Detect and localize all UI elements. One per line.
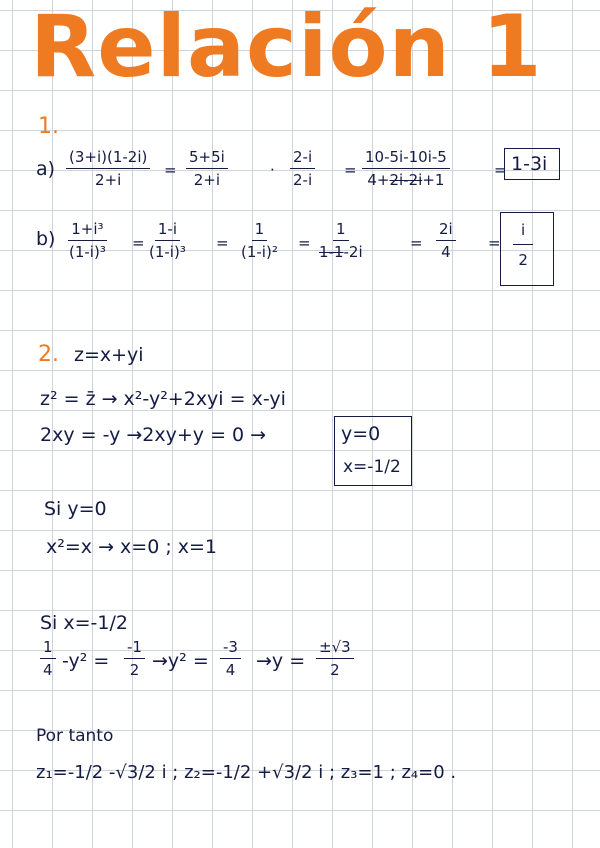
ex1a-result: 1-3i bbox=[511, 153, 548, 175]
ex1a-result-box bbox=[504, 148, 560, 180]
ex1a-f3-denominator: 2-i bbox=[293, 171, 313, 189]
ex1b-eq-2: = bbox=[216, 234, 229, 252]
ex2-step-fraction-3 bbox=[220, 640, 241, 678]
ex2-line-2: z² = z̄ → x²-y²+2xyi = x-yi bbox=[40, 388, 286, 410]
ex1b-result bbox=[513, 223, 533, 268]
ex2-case-x-half: Si x=-1/2 bbox=[40, 612, 128, 634]
ex1a-f1-denominator: 2+i bbox=[95, 171, 122, 189]
ex1a-fraction-3 bbox=[290, 150, 315, 188]
ex1b-f2-numerator: 1-i bbox=[155, 222, 180, 241]
ex1a-label: a) bbox=[36, 158, 56, 180]
ex1a-f4-denominator: 4+2i-2i+1 bbox=[367, 171, 445, 189]
ex2-step-f3-denominator: 4 bbox=[225, 661, 236, 679]
ex1b-fraction-2 bbox=[146, 222, 189, 260]
ex1a-f2-denominator: 2+i bbox=[193, 171, 221, 189]
ex2-step-f3-numerator: -3 bbox=[220, 640, 241, 659]
ex1b-eq-5: = bbox=[488, 234, 501, 252]
ex1a-f2-numerator: 5+5i bbox=[186, 150, 228, 169]
ex1b-fraction-4 bbox=[316, 222, 366, 260]
ex1b-f1-denominator: (1-i)³ bbox=[69, 243, 106, 261]
ex1b-f5-denominator: 4 bbox=[441, 243, 451, 261]
ex1a-f4-numerator: 10-5i-10i-5 bbox=[362, 150, 450, 169]
ex1b-result-denominator: 2 bbox=[518, 251, 528, 269]
ex2-step-arrow-y2: →y² = bbox=[152, 650, 209, 672]
ex1a-eq-2: = bbox=[344, 161, 357, 179]
ex1b-f4-numerator: 1 bbox=[333, 222, 349, 241]
ex2-step-f4-numerator: ±√3 bbox=[316, 640, 354, 659]
ex1b-f1-numerator: 1+i³ bbox=[68, 222, 106, 241]
ex2-step-f1-numerator: 1 bbox=[40, 640, 56, 659]
exercise-1-number: 1. bbox=[38, 114, 59, 139]
ex2-final-answer: z₁=-1/2 -√3/2 i ; z₂=-1/2 +√3/2 i ; z₃=1 ; z₄=0 . bbox=[36, 762, 457, 783]
ex2-x-equation: x²=x → x=0 ; x=1 bbox=[46, 536, 218, 558]
ex1b-fraction-1 bbox=[66, 222, 109, 260]
ex2-step-f2-numerator: -1 bbox=[124, 640, 145, 659]
ex2-step-minus-y2: -y² = bbox=[62, 650, 110, 672]
ex1a-f1-numerator: (3+i)(1-2i) bbox=[66, 150, 150, 169]
ex1b-fraction-5 bbox=[436, 222, 456, 260]
ex1b-label: b) bbox=[36, 228, 56, 250]
ex2-box-line-1: y=0 bbox=[341, 423, 381, 445]
ex1b-result-numerator: i bbox=[513, 223, 533, 245]
ex1b-fraction-3 bbox=[238, 222, 281, 260]
ex1a-eq-3: = bbox=[494, 161, 507, 179]
ex2-step-f4-denominator: 2 bbox=[330, 661, 340, 679]
ex2-step-f1-denominator: 4 bbox=[43, 661, 53, 679]
ex1b-result-box bbox=[500, 212, 554, 286]
ex2-solution-box bbox=[334, 416, 412, 486]
ex1b-f3-denominator: (1-i)² bbox=[241, 243, 278, 261]
ex2-por-tanto: Por tanto bbox=[36, 726, 114, 746]
ex2-box-line-2: x=-1/2 bbox=[343, 457, 401, 477]
ex1a-dot: · bbox=[270, 161, 275, 179]
exercise-2-number: 2. bbox=[38, 342, 59, 367]
page-title: Relación 1 bbox=[30, 0, 543, 97]
ex1b-f3-numerator: 1 bbox=[252, 222, 268, 241]
ex2-line-3: 2xy = -y →2xy+y = 0 → bbox=[40, 424, 267, 446]
ex1b-f2-denominator: (1-i)³ bbox=[149, 243, 186, 261]
ex2-line-1: z=x+yi bbox=[74, 344, 144, 366]
ex1b-f5-numerator: 2i bbox=[436, 222, 456, 241]
ex1a-fraction-1 bbox=[66, 150, 150, 188]
ex1a-fraction-4 bbox=[362, 150, 450, 188]
ex2-step-fraction-2 bbox=[124, 640, 145, 678]
ex1b-eq-3: = bbox=[298, 234, 311, 252]
ex2-step-arrow-y: →y = bbox=[256, 650, 306, 672]
ex1b-f4-denominator: 1-1-2i bbox=[319, 243, 363, 261]
ex1a-f3-numerator: 2-i bbox=[290, 150, 315, 169]
ex2-step-fraction-4 bbox=[316, 640, 354, 678]
ex1a-eq-1: = bbox=[164, 161, 177, 179]
ex2-step-fraction-1 bbox=[40, 640, 56, 678]
ex2-step-f2-denominator: 2 bbox=[129, 661, 140, 679]
ex2-case-y-zero: Si y=0 bbox=[44, 498, 107, 520]
ex1b-eq-4: = bbox=[410, 234, 423, 252]
ex1a-fraction-2 bbox=[186, 150, 228, 188]
ex1b-eq-1: = bbox=[132, 234, 145, 252]
